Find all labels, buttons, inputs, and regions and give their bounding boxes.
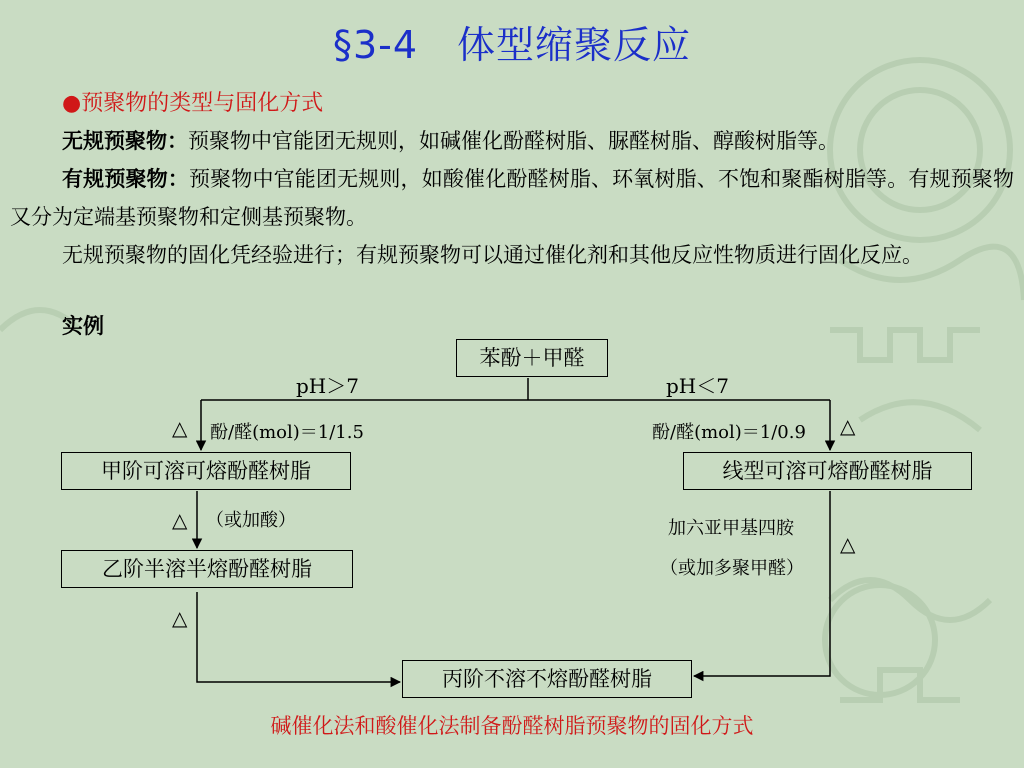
stage-c-resin-box: 丙阶不溶不熔酚醛树脂 bbox=[402, 660, 692, 698]
section-subheading: ●预聚物的类型与固化方式 bbox=[62, 91, 324, 116]
ph-basic-label: pH＞7 bbox=[296, 374, 359, 398]
reactants-box: 苯酚＋甲醛 bbox=[456, 339, 608, 377]
ph-acidic-label: pH＜7 bbox=[666, 374, 729, 398]
term-regular-prepolymer: 有规预聚物： bbox=[62, 166, 189, 191]
diagram-caption: 碱催化法和酸催化法制备酚醛树脂预聚物的固化方式 bbox=[270, 714, 754, 738]
hexamine-note: 加六亚甲基四胺 bbox=[668, 518, 794, 539]
definition-regular-prepolymer: 预聚物中官能团无规则，如酸催化酚醛树脂、环氧树脂、不饱和聚酯树脂等。有规预聚物又分为定端基预聚物和定侧基预聚物。 bbox=[10, 167, 1015, 229]
term-random-prepolymer: 无规预聚物： bbox=[62, 128, 188, 153]
acid-note: （或加酸） bbox=[206, 510, 296, 531]
slide-title: §3-4 体型缩聚反应 bbox=[332, 23, 692, 67]
stage-a-resin-box: 甲阶可溶可熔酚醛树脂 bbox=[61, 452, 351, 490]
heat-symbol: △ bbox=[172, 416, 188, 440]
heat-symbol: △ bbox=[840, 532, 856, 556]
heat-symbol: △ bbox=[840, 414, 856, 438]
example-label: 实例 bbox=[62, 313, 104, 338]
ratio-basic-label: 酚/醛(mol)＝1/1.5 bbox=[210, 422, 364, 443]
ratio-acidic-label: 酚/醛(mol)＝1/0.9 bbox=[652, 422, 806, 443]
curing-text: 无规预聚物的固化凭经验进行；有规预聚物可以通过催化剂和其他反应性物质进行固化反应。 bbox=[62, 243, 923, 267]
novolac-resin-box: 线型可溶可熔酚醛树脂 bbox=[683, 452, 972, 490]
definition-random-prepolymer: 预聚物中官能团无规则，如碱催化酚醛树脂、脲醛树脂、醇酸树脂等。 bbox=[188, 129, 839, 153]
heat-symbol: △ bbox=[172, 606, 188, 630]
heat-symbol: △ bbox=[172, 508, 188, 532]
stage-b-resin-box: 乙阶半溶半熔酚醛树脂 bbox=[61, 550, 353, 588]
paraformaldehyde-note: （或加多聚甲醛） bbox=[660, 558, 804, 579]
